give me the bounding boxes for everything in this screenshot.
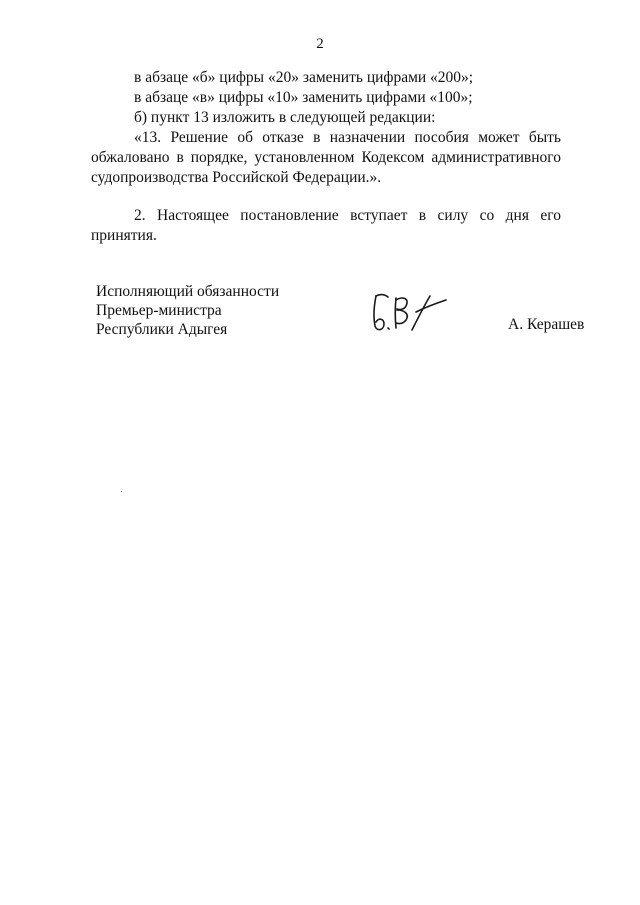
page-number: 2 [316,36,324,52]
document-body [91,68,561,246]
paragraph-amend-v: в абзаце «в» цифры «10» заменить цифрами «100»; [134,89,473,106]
signer-title-line: Премьер-министра [96,302,222,319]
signer-title-line: Исполняющий обязанности [96,283,280,300]
signer-title [96,282,279,339]
signer-title-line: Республики Адыгея [96,321,228,338]
paragraph-point-13: б) пункт 13 изложить в следующей редакции: [134,109,436,126]
signer-name: А. Керашев [508,316,585,333]
paragraph-new-wording: «13. Решение об отказе в назначении пособия может быть обжаловано в порядке, установленном Кодексом административного судопроизводства Российской Федерации.». [91,129,561,186]
paragraph-amend-b: в абзаце «б» цифры «20» заменить цифрами «200»; [134,69,474,86]
paragraph-effective-date: 2. Настоящее постановление вступает в силу со дня его принятия. [91,207,561,244]
handwritten-signature [366,288,456,340]
scan-speck [121,491,122,492]
